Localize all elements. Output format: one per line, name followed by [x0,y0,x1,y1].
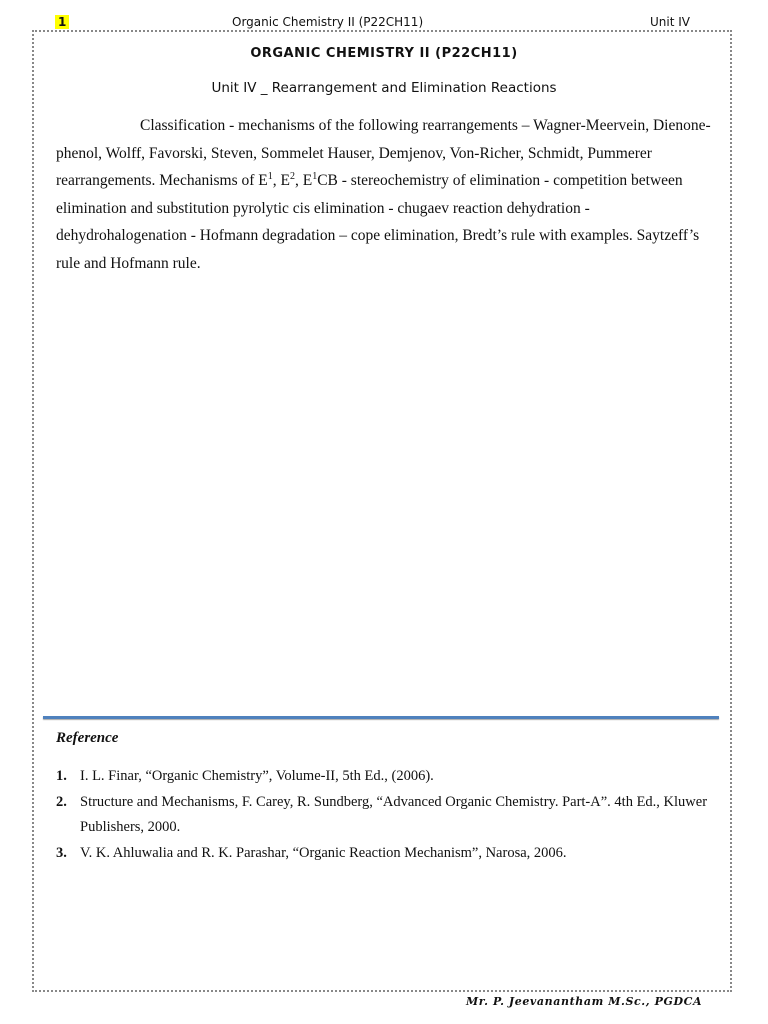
reference-text: V. K. Ahluwalia and R. K. Parashar, “Organic Reaction Mechanism”, Narosa, 2006. [80,845,567,861]
reference-item [56,790,716,840]
reference-number: 3. [56,845,67,861]
syllabus-text-3: , E [294,172,313,189]
superscript-e1cb: 1 [312,170,318,182]
reference-number: 1. [56,768,67,784]
reference-list [56,764,716,867]
page-number: 1 [55,15,69,29]
syllabus-text-4: CB - stereochemistry of elimination - competition between elimination and substitution pyrolytic cis elimination - chugaev reaction dehydration - dehydrohalogenation - Hofmann degradation – cope elimination, Bredt’s rule with examples. Saytzeff’s rule and Hofmann rule. [56,172,700,272]
reference-text: I. L. Finar, “Organic Chemistry”, Volume-II, 5th Ed., (2006). [80,768,434,784]
unit-title: Unit IV _ Rearrangement and Elimination Reactions [211,80,557,96]
header-unit: Unit IV [650,15,690,29]
footer-author: Mr. P. Jeevanantham M.Sc., PGDCA [466,995,703,1008]
superscript-e1: 1 [267,170,273,182]
syllabus-paragraph [56,112,716,277]
superscript-e2: 2 [289,170,295,182]
syllabus-text-1: Classification - mechanisms of the following rearrangements – Wagner-Meervein, Dienone-phenol, Wolff, Favorski, Steven, Sommelet Hauser, Demjenov, Von-Richer, Schmidt, Pummerer rearrangements. Mechanisms of E [56,117,711,189]
reference-text: Structure and Mechanisms, F. Carey, R. Sundberg, “Advanced Organic Chemistry. Part-A”. 4th Ed., Kluwer Publishers, 2000. [80,794,708,835]
syllabus-text-2: , E [272,172,290,189]
reference-item [56,841,716,866]
page-header [0,0,768,30]
reference-number: 2. [56,794,67,810]
document-title: ORGANIC CHEMISTRY II (P22CH11) [250,46,518,61]
reference-item [56,764,716,789]
header-title: Organic Chemistry II (P22CH11) [232,15,424,29]
reference-heading: Reference [56,730,119,746]
section-divider [43,716,719,719]
